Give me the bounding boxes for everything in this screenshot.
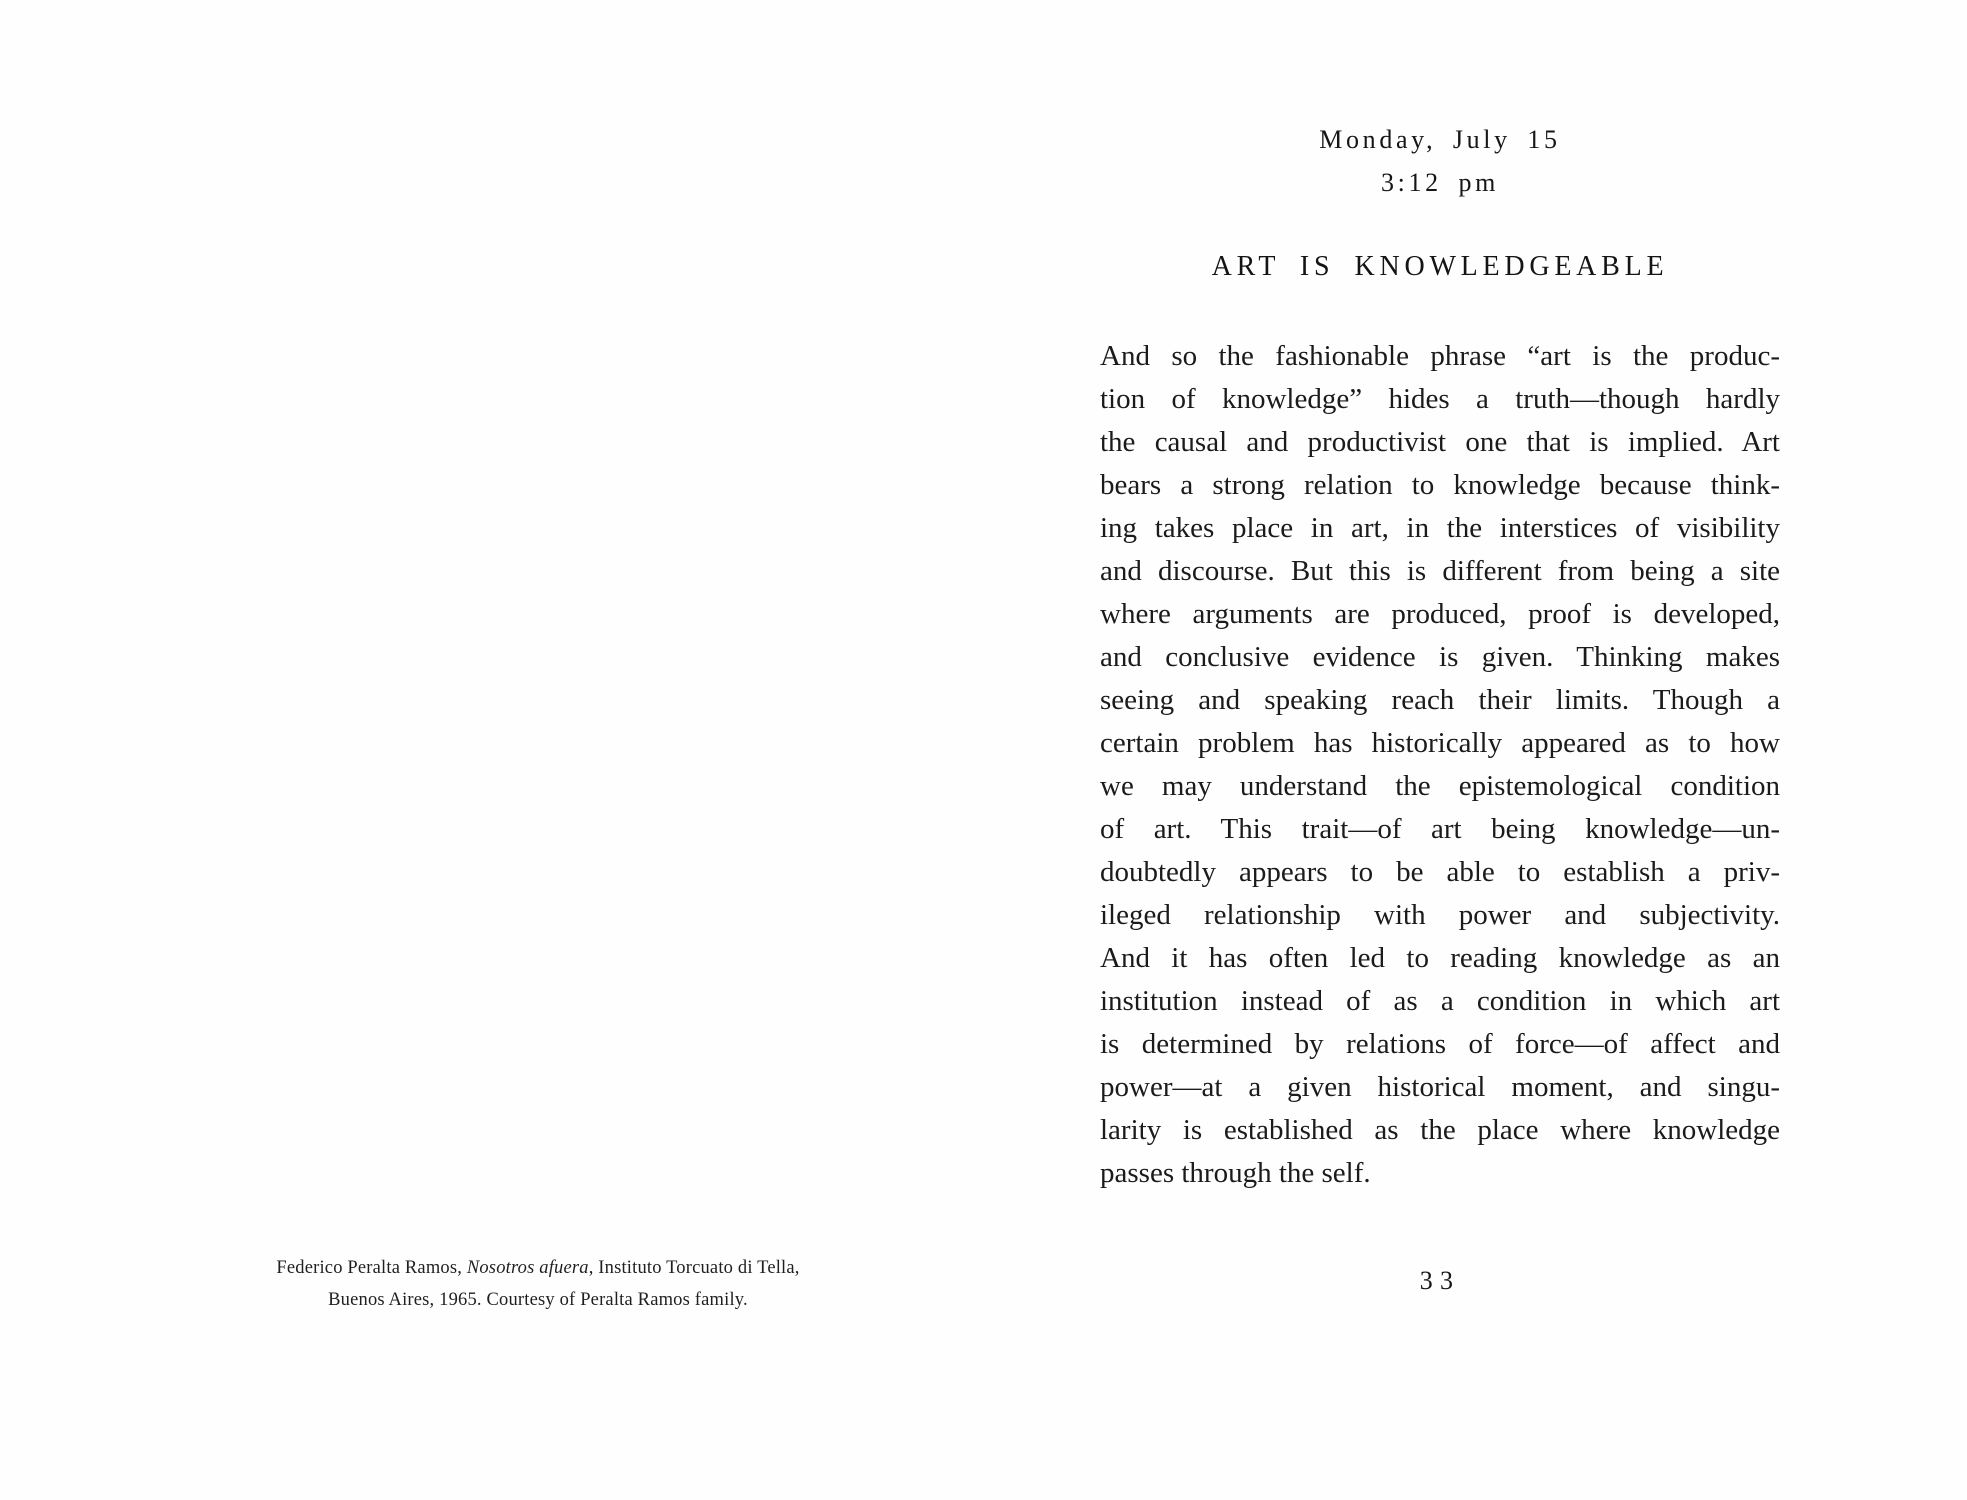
- body-line: bears a strong relation to knowledge because think-: [1100, 469, 1780, 501]
- text-column: [1100, 118, 1780, 1195]
- dateline: [1100, 118, 1780, 204]
- body-line: seeing and speaking reach their limits. Though a: [1100, 684, 1780, 716]
- caption-text: Federico Peralta Ramos,: [276, 1258, 467, 1278]
- body-line: of art. This trait—of art being knowledge—un-: [1100, 813, 1780, 845]
- dateline-date: Monday, July 15: [1319, 125, 1561, 154]
- caption-text: , Instituto Torcuato di Tella,: [588, 1258, 800, 1278]
- body-line: doubtedly appears to be able to establish a priv-: [1100, 856, 1780, 888]
- section-title: ART IS KNOWLEDGEABLE: [1211, 251, 1669, 282]
- photo-caption-line1: [218, 1252, 858, 1284]
- body-line: tion of knowledge” hides a truth—though hardly: [1100, 383, 1780, 415]
- dateline-time: 3:12 pm: [1381, 168, 1499, 197]
- body-text: [1100, 335, 1780, 1195]
- left-page: [0, 0, 983, 1500]
- body-line: power—at a given historical moment, and singu-: [1100, 1071, 1780, 1103]
- body-line: institution instead of as a condition in which art: [1100, 985, 1780, 1017]
- right-page: [983, 0, 1967, 1500]
- body-line: where arguments are produced, proof is developed,: [1100, 598, 1780, 630]
- body-line: certain problem has historically appeared as to how: [1100, 727, 1780, 759]
- body-line: larity is established as the place where knowledge: [1100, 1114, 1780, 1146]
- body-line: is determined by relations of force—of affect and: [1100, 1028, 1780, 1060]
- body-line: and conclusive evidence is given. Thinking makes: [1100, 641, 1780, 673]
- page-number: 33: [1419, 1266, 1461, 1295]
- body-line: and discourse. But this is different from being a site: [1100, 555, 1780, 587]
- photo-caption: [218, 1252, 858, 1316]
- body-line: passes through the self.: [1100, 1157, 1371, 1189]
- body-line: the causal and productivist one that is implied. Art: [1100, 426, 1780, 458]
- body-line: ing takes place in art, in the interstices of visibility: [1100, 512, 1780, 544]
- body-line: And it has often led to reading knowledge as an: [1100, 942, 1780, 974]
- body-line: And so the fashionable phrase “art is the produc-: [1100, 340, 1780, 372]
- body-line: we may understand the epistemological condition: [1100, 770, 1780, 802]
- caption-artwork-title: Nosotros afuera: [466, 1258, 589, 1278]
- body-line: ileged relationship with power and subjectivity.: [1100, 899, 1780, 931]
- photo-caption-line2: Buenos Aires, 1965. Courtesy of Peralta Ramos family.: [328, 1290, 748, 1310]
